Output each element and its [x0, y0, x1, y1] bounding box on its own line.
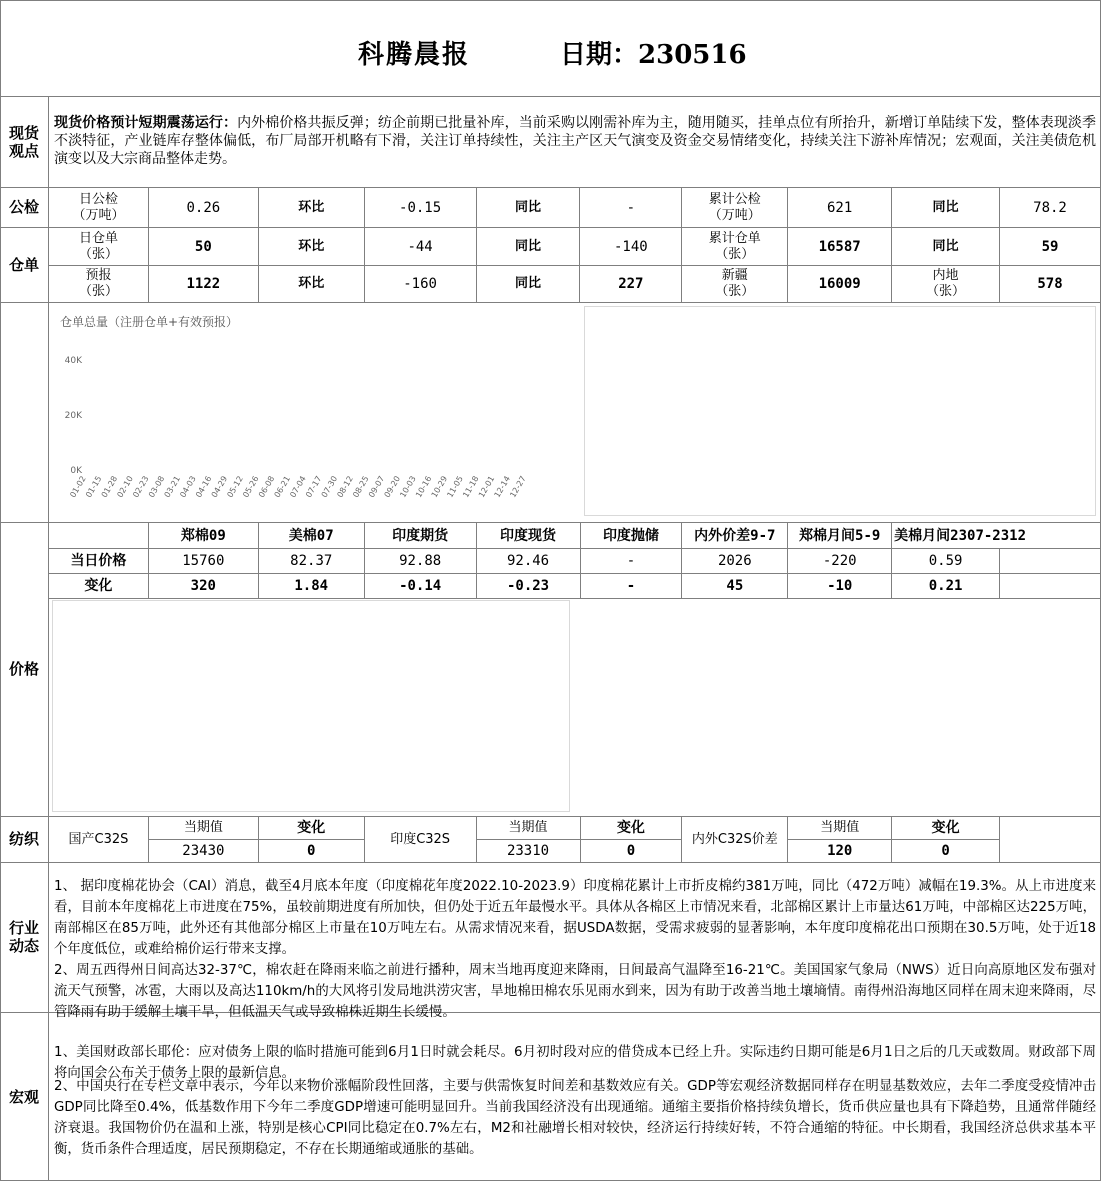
x-tick-label: 04-03: [178, 474, 198, 500]
spot-view-headline: 现货价格预计短期震荡运行：: [54, 115, 238, 131]
x-tick-label: 06-21: [272, 474, 293, 500]
x-tick-label: 03-08: [146, 474, 167, 500]
inspection-warehouse-table: 日公检 （万吨） 0.26 环比 -0.15 同比 - 累计公检 （万吨） 621 同比 78.2 日仓单 （张） 50 环比 -44 同比 -140 累计仓单 （张） 16587 同比 59 预报 （张） 1122 环比 -160 同比 227 新疆 （张） 16009 内地 （张） 578: [48, 187, 1101, 303]
x-tick-label: 07-17: [304, 474, 324, 500]
date-label: 日期：230516: [560, 40, 747, 70]
x-tick-label: 04-16: [194, 474, 214, 500]
x-tick-label: 03-21: [162, 474, 183, 500]
india-spot-price-chart: [52, 600, 570, 812]
x-tick-label: 11-05: [445, 474, 465, 500]
y-tick-label: 20K: [64, 410, 82, 421]
section-label-textile: 纺织: [8, 830, 39, 848]
x-tick-label: 02-23: [131, 474, 151, 500]
section-label-warehouse: 仓单: [8, 255, 39, 274]
daily-inspection-value: 0.26: [148, 188, 258, 228]
x-tick-label: 01-28: [99, 474, 120, 500]
spot-view-text: 现货价格预计短期震荡运行：内外棉价格共振反弹；纺企前期已批量补库，当前采购以刚需补库为主，随用随买，挂单点位有所抬升，新增订单陆续下发，整体表现淡季不淡特征，产业链库存整体偏低，布厂局部开机略有下滑，关注订单持续性，关注主产区天气演变及资金交易情绪变化，持续关注下游补库情况；宏观面，关注美债危机演变以及大宗商品整体走势。: [54, 115, 1097, 167]
x-tick-label: 09-07: [366, 474, 387, 500]
x-tick-label: 04-29: [209, 474, 230, 500]
report-title: 科腾晨报: [358, 40, 471, 70]
y-tick-label: 40K: [64, 355, 82, 366]
industry-news-2: 2、周五西得州日间高达32-37℃，棉农赶在降雨来临之前进行播种，周末当地再度迎来降雨，日间最高气温降至16-21℃。美国国家气象局（NWS）近日向高原地区发布强对流天气预警，冰雹，大雨以及高达110km/h的大风将引发局地洪涝灾害，旱地棉田棉农乐见雨水到来，因为有助于改善当地土壤墒情。南得州沿海地区同样在周末迎来降雨，尽管降雨有助于缓解土壤干旱，但低温天气或导致棉株近期生长缓慢。: [54, 963, 1096, 1020]
section-label-price: 价格: [8, 660, 39, 678]
x-tick-label: 07-30: [319, 474, 340, 500]
section-label-inspection: 公检: [8, 198, 39, 216]
x-tick-label: 06-08: [256, 474, 277, 500]
report-date: 230516: [638, 40, 747, 70]
macro-news-2: 2、中国央行在专栏文章中表示，今年以来物价涨幅阶段性回落，主要与供需恢复时间差和基数效应有关。GDP等宏观经济数据同样存在明显基数效应，去年二季度受疫情冲击GDP同比降至0.4%，低基数作用下今年二季度GDP增速可能明显回升。当前我国经济没有出现通缩。通缩主要指价格持续负增长，货币供应量也具有下降趋势，且通常伴随经济衰退。我国物价仍在温和上涨，特别是核心CPI同比稳定在0.7%左右，M2和社融增长相对较快，经济运行持续好转，不符合通缩的特征。中长期看，我国经济总供求基本平衡，货币条件合理适度，居民预期稳定，不存在长期通缩或通胀的基础。: [54, 1079, 1096, 1157]
x-tick-label: 12-14: [492, 474, 513, 500]
industry-news-1: 1、 据印度棉花协会（CAI）消息，截至4月底本年度（印度棉花年度2022.10-2023.9）印度棉花累计上市折皮棉约381万吨，同比（472万吨）减幅在19.3%。从上市进度来看，目前本年度棉花上市进度在75%，虽较前期进度有所加快，但仍处于近五年最慢水平。具体从各棉区上市情况来看，北部棉区累计上市量达61万吨，中部棉区达225万吨，南部棉区在85万吨，此外还有其他部分棉区上市量在10万吨左右。从需求情况来看，据USDA数据，受需求疲弱的显著影响，本年度印度棉花出口预期在30.5万吨，处于近18个年度低位，或难给棉价运行带来支撑。: [54, 879, 1096, 957]
inspection-yoy-chart: [584, 306, 1096, 516]
x-tick-label: 10-16: [414, 474, 434, 500]
cn-us-spread-chart: [582, 600, 1097, 812]
x-tick-label: 10-03: [398, 474, 418, 500]
section-label-macro: 宏观: [8, 1087, 39, 1106]
x-tick-label: 12-01: [476, 474, 497, 500]
chart-title: 仓单总量（注册仓单+有效预报）: [60, 315, 239, 329]
x-tick-label: 01-02: [68, 474, 88, 500]
x-tick-label: 08-12: [335, 474, 355, 500]
macro-news-1: 1、美国财政部长耶伦：应对债务上限的临时措施可能到6月1日时就会耗尽。6月初时段对应的借贷成本已经上升。实际违约日期可能是6月1日之后的几天或数周。财政部下周将向国会公布关于债务上限的最新信息。: [54, 1045, 1096, 1081]
x-tick-label: 05-26: [241, 474, 261, 500]
x-tick-label: 02-10: [115, 474, 135, 500]
x-tick-label: 12-27: [508, 474, 528, 500]
warehouse-total-chart: [56, 306, 578, 518]
section-label-industry: 行业动态: [8, 919, 39, 955]
x-tick-label: 01-15: [84, 474, 104, 500]
x-tick-label: 07-04: [288, 474, 308, 500]
price-table: 郑棉09 美棉07 印度期货 印度现货 印度抛储 内外价差9-7 郑棉月间5-9 美棉月间2307-2312 当日价格 15760 82.37 92.88 92.46 - 2026 -220 0.59 变化 320 1.84 -0.14 -0.23 - 45 -10 0.21: [48, 522, 1101, 599]
x-tick-label: 09-20: [382, 474, 403, 500]
x-tick-label: 05-12: [225, 474, 245, 500]
x-tick-label: 10-29: [429, 474, 450, 500]
x-tick-label: 11-18: [461, 474, 481, 500]
x-tick-label: 08-25: [351, 474, 371, 500]
section-label-view: 现货观点: [8, 123, 39, 160]
textile-table: 国产C32S 当期值 变化 印度C32S 当期值 变化 内外C32S价差 当期值 变化 23430 0 23310 0 120 0: [48, 816, 1101, 863]
y-tick-label: 0K: [70, 466, 82, 476]
